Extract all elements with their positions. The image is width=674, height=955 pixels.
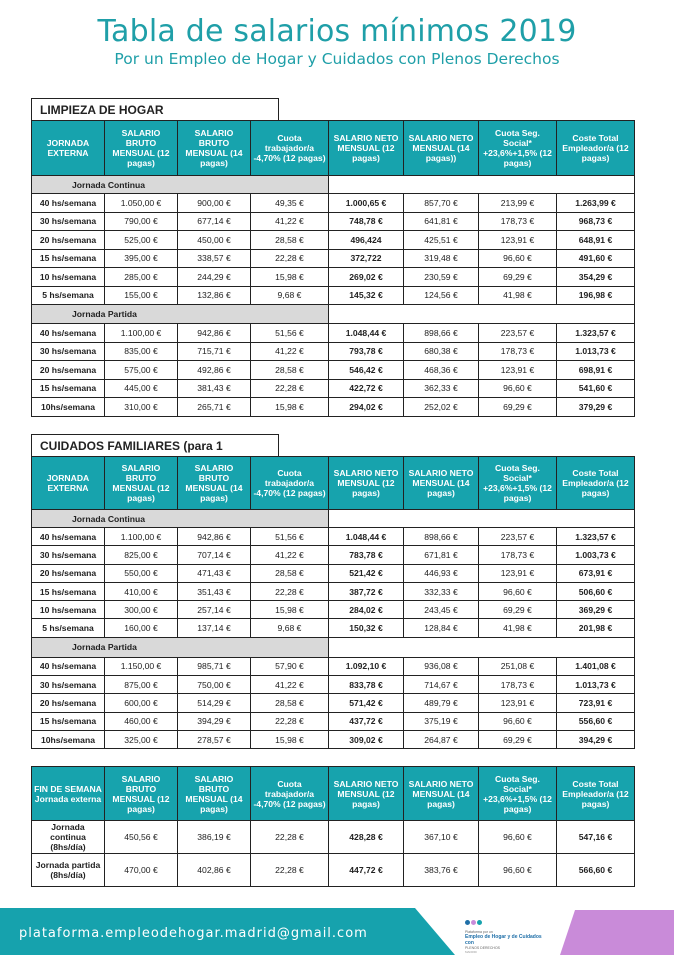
table-cell: 251,08 € (479, 657, 557, 675)
header-jornada: JORNADA EXTERNA (32, 457, 105, 510)
header-bruto12: SALARIO BRUTO MENSUAL (12 pagas) (105, 767, 178, 821)
logo-dots-icon (465, 912, 545, 930)
header-bruto14: SALARIO BRUTO MENSUAL (14 pagas) (178, 457, 251, 510)
table-cell: 641,81 € (404, 212, 479, 231)
table-cell: 1.050,00 € (105, 194, 178, 213)
table-row (32, 694, 635, 712)
table-cell: 1.013,73 € (557, 342, 635, 361)
table-cell: 244,29 € (178, 268, 251, 287)
logo-line-3: PLENOS DERECHOS (465, 946, 501, 950)
table-cell: 160,00 € (105, 619, 178, 637)
table-cell: 28,58 € (251, 694, 329, 712)
table-cell: 402,86 € (178, 854, 251, 887)
table-cell: 178,73 € (479, 342, 557, 361)
table-cell: 1.323,57 € (557, 528, 635, 546)
header-bruto14: SALARIO BRUTO MENSUAL (14 pagas) (178, 121, 251, 176)
table-cell: 857,70 € (404, 194, 479, 213)
table-row (32, 712, 635, 730)
table-cell: 309,02 € (329, 730, 404, 748)
table-cell: 835,00 € (105, 342, 178, 361)
table-cell: 470,00 € (105, 854, 178, 887)
table-cell: 278,57 € (178, 730, 251, 748)
table-cell: 379,29 € (557, 398, 635, 417)
table-row (32, 657, 635, 675)
subhead-row (32, 637, 635, 657)
table-cell: 446,93 € (404, 564, 479, 582)
table-cell: 41,22 € (251, 676, 329, 694)
table-row (32, 342, 635, 361)
header-neto14: SALARIO NETO MENSUAL (14 pagas) (404, 767, 479, 821)
table-cell: 351,43 € (178, 582, 251, 600)
table-cell: 22,28 € (251, 854, 329, 887)
table-cell: 514,29 € (178, 694, 251, 712)
header-coste: Coste Total Empleador/a (12 pagas) (557, 767, 635, 821)
row-label: 20 hs/semana (32, 694, 105, 712)
table-cell: 714,67 € (404, 676, 479, 694)
table-cell: 936,08 € (404, 657, 479, 675)
table-cell: 750,00 € (178, 676, 251, 694)
table-cell: 15,98 € (251, 398, 329, 417)
table-cell: 362,33 € (404, 379, 479, 398)
header-neto12: SALARIO NETO MENSUAL (12 pagas) (329, 457, 404, 510)
table-cell: 386,19 € (178, 821, 251, 854)
table-cell: 22,28 € (251, 379, 329, 398)
row-label: 30 hs/semana (32, 342, 105, 361)
table-row (32, 286, 635, 305)
header-cuota-ss: Cuota Seg. Social* +23,6%+1,5% (12 pagas) (479, 767, 557, 821)
row-label: 30 hs/semana (32, 212, 105, 231)
page-subtitle: Por un Empleo de Hogar y Cuidados con Plenos Derechos (114, 50, 560, 68)
table-row (32, 854, 635, 887)
table-cell: 793,78 € (329, 342, 404, 361)
table-cell: 96,60 € (479, 379, 557, 398)
table-cell: 137,14 € (178, 619, 251, 637)
footer-email-link[interactable]: plataforma.empleodehogar.madrid@gmail.com (19, 926, 368, 941)
row-label: 20 hs/semana (32, 564, 105, 582)
row-label: 20 hs/semana (32, 231, 105, 250)
footer-accent (560, 910, 674, 955)
row-label: 15 hs/semana (32, 379, 105, 398)
table-cell: 178,73 € (479, 676, 557, 694)
table-cell: 648,91 € (557, 231, 635, 250)
subhead-continua: Jornada Continua (32, 510, 329, 528)
table-cell: 269,02 € (329, 268, 404, 287)
table-cell: 22,28 € (251, 582, 329, 600)
table-cell: 22,28 € (251, 821, 329, 854)
subhead-partida: Jornada Partida (32, 637, 329, 657)
table-cell: 28,58 € (251, 361, 329, 380)
row-label: 40 hs/semana (32, 528, 105, 546)
table-cell: 450,56 € (105, 821, 178, 854)
table-cell: 575,00 € (105, 361, 178, 380)
subhead-partida: Jornada Partida (32, 305, 329, 324)
table-row (32, 564, 635, 582)
table-row (32, 730, 635, 748)
table-cell: 196,98 € (557, 286, 635, 305)
table-cell: 69,29 € (479, 268, 557, 287)
header-cuota-trab: Cuota trabajador/a -4,70% (12 pagas) (251, 121, 329, 176)
row-label: 10 hs/semana (32, 601, 105, 619)
table-cell: 69,29 € (479, 398, 557, 417)
row-label: 10 hs/semana (32, 268, 105, 287)
table-row (32, 398, 635, 417)
table-cell: 566,60 € (557, 854, 635, 887)
table-cell: 715,71 € (178, 342, 251, 361)
table-cell: 96,60 € (479, 249, 557, 268)
page-title: Tabla de salarios mínimos 2019 (97, 14, 577, 49)
table-cell: 96,60 € (479, 854, 557, 887)
header-bruto12: SALARIO BRUTO MENSUAL (12 pagas) (105, 457, 178, 510)
table-cell: 223,57 € (479, 528, 557, 546)
table-cell: 833,78 € (329, 676, 404, 694)
table-row (32, 676, 635, 694)
table-row (32, 601, 635, 619)
table-cell: 1.048,44 € (329, 324, 404, 343)
row-label: Jornada continua (8hs/día) (32, 821, 105, 854)
table-cell: 15,98 € (251, 730, 329, 748)
table-cell: 723,91 € (557, 694, 635, 712)
table-cell: 123,91 € (479, 361, 557, 380)
row-label: 10hs/semana (32, 398, 105, 417)
row-label: 30 hs/semana (32, 676, 105, 694)
table-cell: 395,00 € (105, 249, 178, 268)
row-label: 40 hs/semana (32, 194, 105, 213)
table-cell: 375,19 € (404, 712, 479, 730)
row-label: 30 hs/semana (32, 546, 105, 564)
table-cell: 124,56 € (404, 286, 479, 305)
table-cell: 354,29 € (557, 268, 635, 287)
table-cell: 381,43 € (178, 379, 251, 398)
row-label: 20 hs/semana (32, 361, 105, 380)
table-cell: 155,00 € (105, 286, 178, 305)
table-limpieza (31, 120, 635, 417)
table-cell: 284,02 € (329, 601, 404, 619)
table-cell: 41,22 € (251, 546, 329, 564)
table-cell: 294,02 € (329, 398, 404, 417)
platform-logo (465, 912, 545, 952)
table-cell: 680,38 € (404, 342, 479, 361)
table-cell: 57,90 € (251, 657, 329, 675)
row-label: 40 hs/semana (32, 657, 105, 675)
table-cell: 571,42 € (329, 694, 404, 712)
table-cell: 437,72 € (329, 712, 404, 730)
table-cell: 319,48 € (404, 249, 479, 268)
table-cell: 41,22 € (251, 342, 329, 361)
table-row (32, 212, 635, 231)
table-row (32, 194, 635, 213)
table-cell: 243,45 € (404, 601, 479, 619)
table-cell: 1.003,73 € (557, 546, 635, 564)
table-cell: 96,60 € (479, 582, 557, 600)
table-cell: 285,00 € (105, 268, 178, 287)
table-cell: 96,60 € (479, 821, 557, 854)
header-cuota-trab: Cuota trabajador/a -4,70% (12 pagas) (251, 457, 329, 510)
header-row (32, 457, 635, 510)
header-cuota-ss: Cuota Seg. Social* +23,6%+1,5% (12 pagas) (479, 121, 557, 176)
table-cell: 372,722 (329, 249, 404, 268)
table-cell: 49,35 € (251, 194, 329, 213)
row-label: 15 hs/semana (32, 582, 105, 600)
table-cell: 96,60 € (479, 712, 557, 730)
header-jornada: JORNADA EXTERNA (32, 121, 105, 176)
row-label: 15 hs/semana (32, 249, 105, 268)
table-cell: 252,02 € (404, 398, 479, 417)
subhead-row (32, 176, 635, 194)
table-cell: 898,66 € (404, 324, 479, 343)
table-cell: 223,57 € (479, 324, 557, 343)
table-cell: 367,10 € (404, 821, 479, 854)
table-cell: 41,98 € (479, 619, 557, 637)
section-label-cuidados: CUIDADOS FAMILIARES (para 1 (31, 434, 279, 456)
table-cell: 123,91 € (479, 564, 557, 582)
table-cell: 410,00 € (105, 582, 178, 600)
table-row (32, 528, 635, 546)
row-label: Jornada partida (8hs/día) (32, 854, 105, 887)
table-cell: 150,32 € (329, 619, 404, 637)
subhead-row (32, 305, 635, 324)
table-cell: 369,29 € (557, 601, 635, 619)
table-cell: 825,00 € (105, 546, 178, 564)
table-cell: 425,51 € (404, 231, 479, 250)
table-cell: 325,00 € (105, 730, 178, 748)
table-cell: 875,00 € (105, 676, 178, 694)
table-cell: 673,91 € (557, 564, 635, 582)
table-cell: 898,66 € (404, 528, 479, 546)
table-cell: 1.263,99 € (557, 194, 635, 213)
table-cell: 1.150,00 € (105, 657, 178, 675)
logo-line-4: MADRID (465, 950, 477, 954)
table-cell: 265,71 € (178, 398, 251, 417)
table-cell: 556,60 € (557, 712, 635, 730)
header-neto12: SALARIO NETO MENSUAL (12 pagas) (329, 121, 404, 176)
table-cell: 496,424 (329, 231, 404, 250)
table-cell: 15,98 € (251, 601, 329, 619)
table-cell: 123,91 € (479, 231, 557, 250)
table-cell: 428,28 € (329, 821, 404, 854)
table-cell: 69,29 € (479, 730, 557, 748)
table-cell: 489,79 € (404, 694, 479, 712)
header-bruto12: SALARIO BRUTO MENSUAL (12 pagas) (105, 121, 178, 176)
table-cell: 900,00 € (178, 194, 251, 213)
table-cell: 677,14 € (178, 212, 251, 231)
row-label: 15 hs/semana (32, 712, 105, 730)
table-cell: 506,60 € (557, 582, 635, 600)
row-label: 40 hs/semana (32, 324, 105, 343)
table-cell: 445,00 € (105, 379, 178, 398)
header-row (32, 121, 635, 176)
table-cell: 394,29 € (178, 712, 251, 730)
table-cell: 257,14 € (178, 601, 251, 619)
table-cell: 1.092,10 € (329, 657, 404, 675)
table-cell: 698,91 € (557, 361, 635, 380)
table-cell: 123,91 € (479, 694, 557, 712)
table-cell: 1.000,65 € (329, 194, 404, 213)
header-neto12: SALARIO NETO MENSUAL (12 pagas) (329, 767, 404, 821)
table-cell: 1.048,44 € (329, 528, 404, 546)
table-cell: 968,73 € (557, 212, 635, 231)
table-cell: 422,72 € (329, 379, 404, 398)
table-cell: 338,57 € (178, 249, 251, 268)
table-row (32, 231, 635, 250)
table-cell: 547,16 € (557, 821, 635, 854)
table-cell: 471,43 € (178, 564, 251, 582)
subhead-row (32, 510, 635, 528)
table-cell: 230,59 € (404, 268, 479, 287)
table-cell: 332,33 € (404, 582, 479, 600)
table-cell: 1.013,73 € (557, 676, 635, 694)
logo-line-1: Plataforma por un (465, 930, 493, 934)
table-row (32, 821, 635, 854)
table-cell: 128,84 € (404, 619, 479, 637)
header-cuota-trab: Cuota trabajador/a -4,70% (12 pagas) (251, 767, 329, 821)
table-cell: 491,60 € (557, 249, 635, 268)
table-row (32, 546, 635, 564)
table-cell: 28,58 € (251, 564, 329, 582)
table-cell: 460,00 € (105, 712, 178, 730)
table-cell: 69,29 € (479, 601, 557, 619)
table-cell: 51,56 € (251, 528, 329, 546)
table-cell: 521,42 € (329, 564, 404, 582)
table-cell: 748,78 € (329, 212, 404, 231)
table-cell: 541,60 € (557, 379, 635, 398)
row-label: 5 hs/semana (32, 619, 105, 637)
table-row (32, 379, 635, 398)
table-cell: 22,28 € (251, 249, 329, 268)
header-bruto14: SALARIO BRUTO MENSUAL (14 pagas) (178, 767, 251, 821)
table-cell: 783,78 € (329, 546, 404, 564)
table-cell: 985,71 € (178, 657, 251, 675)
row-label: 5 hs/semana (32, 286, 105, 305)
table-cell: 468,36 € (404, 361, 479, 380)
table-cell: 51,56 € (251, 324, 329, 343)
header-coste: Coste Total Empleador/a (12 pagas) (557, 121, 635, 176)
table-cell: 213,99 € (479, 194, 557, 213)
table-cell: 447,72 € (329, 854, 404, 887)
table-cell: 450,00 € (178, 231, 251, 250)
subhead-continua: Jornada Continua (32, 176, 329, 194)
table-cell: 41,98 € (479, 286, 557, 305)
table-cell: 942,86 € (178, 324, 251, 343)
logo-line-2: Empleo de Hogar y de Cuidados con (465, 934, 542, 946)
table-cell: 300,00 € (105, 601, 178, 619)
header-cuota-ss: Cuota Seg. Social* +23,6%+1,5% (12 pagas) (479, 457, 557, 510)
table-cell: 546,42 € (329, 361, 404, 380)
table-row (32, 582, 635, 600)
section-label-limpieza: LIMPIEZA DE HOGAR (31, 98, 279, 120)
table-row (32, 268, 635, 287)
header-fin-semana: FIN DE SEMANA Jornada externa (32, 767, 105, 821)
table-cell: 178,73 € (479, 212, 557, 231)
table-cell: 9,68 € (251, 619, 329, 637)
table-cell: 671,81 € (404, 546, 479, 564)
table-cell: 394,29 € (557, 730, 635, 748)
table-row (32, 361, 635, 380)
table-cell: 41,22 € (251, 212, 329, 231)
table-fin-semana (31, 766, 635, 887)
table-cell: 550,00 € (105, 564, 178, 582)
table-cell: 22,28 € (251, 712, 329, 730)
table-cell: 525,00 € (105, 231, 178, 250)
table-cell: 492,86 € (178, 361, 251, 380)
table-cell: 1.100,00 € (105, 324, 178, 343)
table-cell: 28,58 € (251, 231, 329, 250)
table-cell: 1.100,00 € (105, 528, 178, 546)
table-cell: 707,14 € (178, 546, 251, 564)
table-cell: 387,72 € (329, 582, 404, 600)
table-row (32, 324, 635, 343)
row-label: 10hs/semana (32, 730, 105, 748)
table-row (32, 619, 635, 637)
header-neto14: SALARIO NETO MENSUAL (14 pagas) (404, 457, 479, 510)
table-cell: 15,98 € (251, 268, 329, 287)
header-neto14: SALARIO NETO MENSUAL (14 pagas)) (404, 121, 479, 176)
table-cell: 178,73 € (479, 546, 557, 564)
header-coste: Coste Total Empleador/a (12 pagas) (557, 457, 635, 510)
table-cell: 310,00 € (105, 398, 178, 417)
table-cell: 9,68 € (251, 286, 329, 305)
table-cell: 790,00 € (105, 212, 178, 231)
table-cell: 1.323,57 € (557, 324, 635, 343)
table-cell: 600,00 € (105, 694, 178, 712)
table-cell: 264,87 € (404, 730, 479, 748)
table-cell: 942,86 € (178, 528, 251, 546)
header-row (32, 767, 635, 821)
table-cell: 145,32 € (329, 286, 404, 305)
table-cell: 1.401,08 € (557, 657, 635, 675)
table-cell: 132,86 € (178, 286, 251, 305)
table-cell: 383,76 € (404, 854, 479, 887)
table-row (32, 249, 635, 268)
table-cuidados (31, 456, 635, 749)
table-cell: 201,98 € (557, 619, 635, 637)
